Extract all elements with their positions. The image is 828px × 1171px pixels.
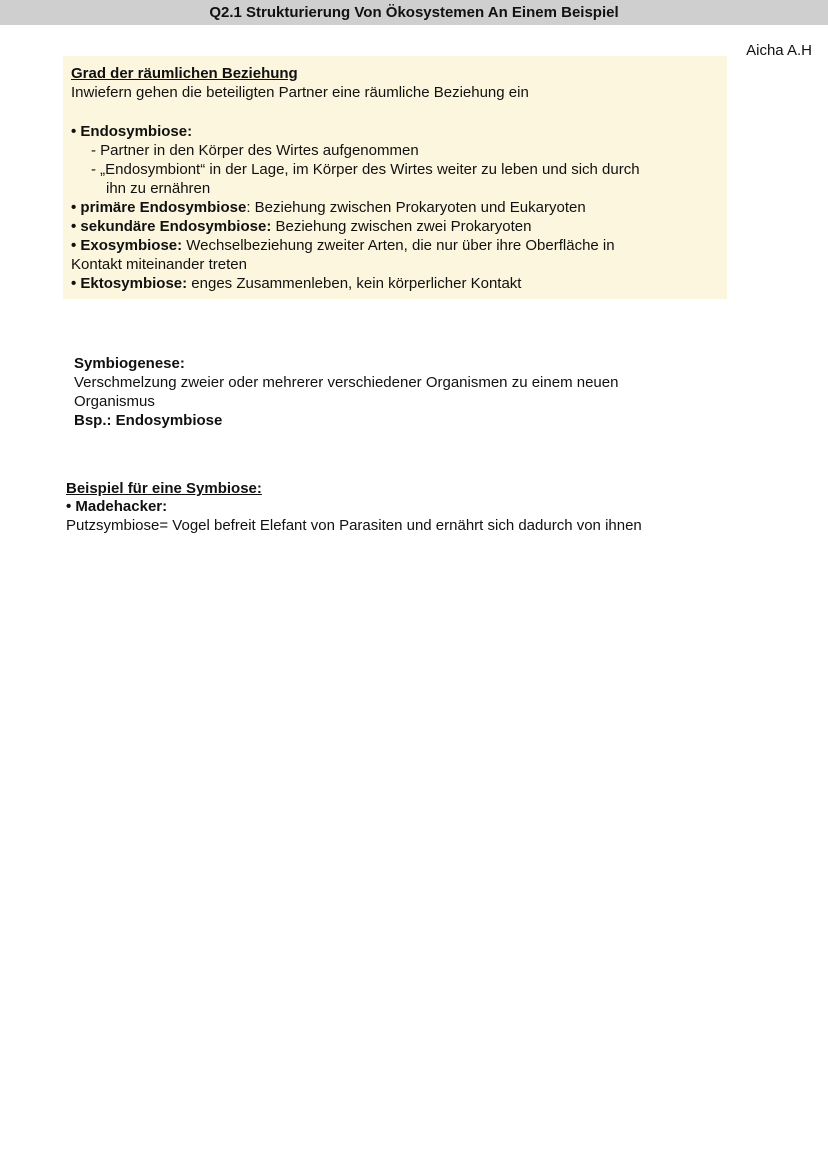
section-heading-symbiogenese: Symbiogenese: (74, 355, 185, 372)
term-primary-endosymbiose: • primäre Endosymbiose (71, 199, 247, 216)
endo-point-2-continued: ihn zu ernähren (106, 180, 211, 197)
endo-point-2: - „Endosymbiont“ in der Lage, im Körper des Wirtes weiter zu leben und sich durch (91, 161, 640, 178)
symbiogenese-line-2: Organismus (74, 393, 155, 410)
secondary-endosymbiose-line (71, 217, 531, 236)
term-ektosymbiose: • Ektosymbiose: (71, 275, 188, 292)
symbiogenese-example: Bsp.: Endosymbiose (74, 412, 223, 429)
symbiogenese-line-1: Verschmelzung zweier oder mehrerer verschiedener Organismen zu einem neuen (74, 374, 619, 391)
def-secondary-endosymbiose: Beziehung zwischen zwei Prokaryoten (271, 218, 532, 235)
section-heading-example: Beispiel für eine Symbiose: (66, 480, 262, 497)
exosymbiose-continued: Kontakt miteinander treten (71, 256, 247, 273)
term-exosymbiose: • Exosymbiose: (71, 237, 183, 254)
author-name: Aicha A.H (746, 42, 812, 59)
term-endosymbiose: • Endosymbiose: (71, 123, 193, 140)
def-primary-endosymbiose: : Beziehung zwischen Prokaryoten und Eukaryoten (246, 199, 586, 216)
page-title: Q2.1 Strukturierung Von Ökosystemen An Einem Beispiel (209, 4, 619, 21)
def-ektosymbiose: enges Zusammenleben, kein körperlicher Kontakt (187, 275, 522, 292)
primary-endosymbiose-line (71, 198, 586, 217)
term-secondary-endosymbiose: • sekundäre Endosymbiose: (71, 218, 272, 235)
ektosymbiose-line (71, 274, 521, 293)
endo-point-1: - Partner in den Körper des Wirtes aufgenommen (91, 142, 419, 159)
example-description: Putzsymbiose= Vogel befreit Elefant von Parasiten und ernährt sich dadurch von ihnen (66, 517, 642, 534)
section-question: Inwiefern gehen die beteiligten Partner eine räumliche Beziehung ein (71, 84, 529, 101)
section-heading-spatial-relation: Grad der räumlichen Beziehung (71, 65, 298, 82)
def-exosymbiose: Wechselbeziehung zweiter Arten, die nur über ihre Oberfläche in (182, 237, 615, 254)
page-header (0, 0, 828, 25)
exosymbiose-line (71, 236, 615, 255)
example-item-madehacker: • Madehacker: (66, 498, 168, 515)
